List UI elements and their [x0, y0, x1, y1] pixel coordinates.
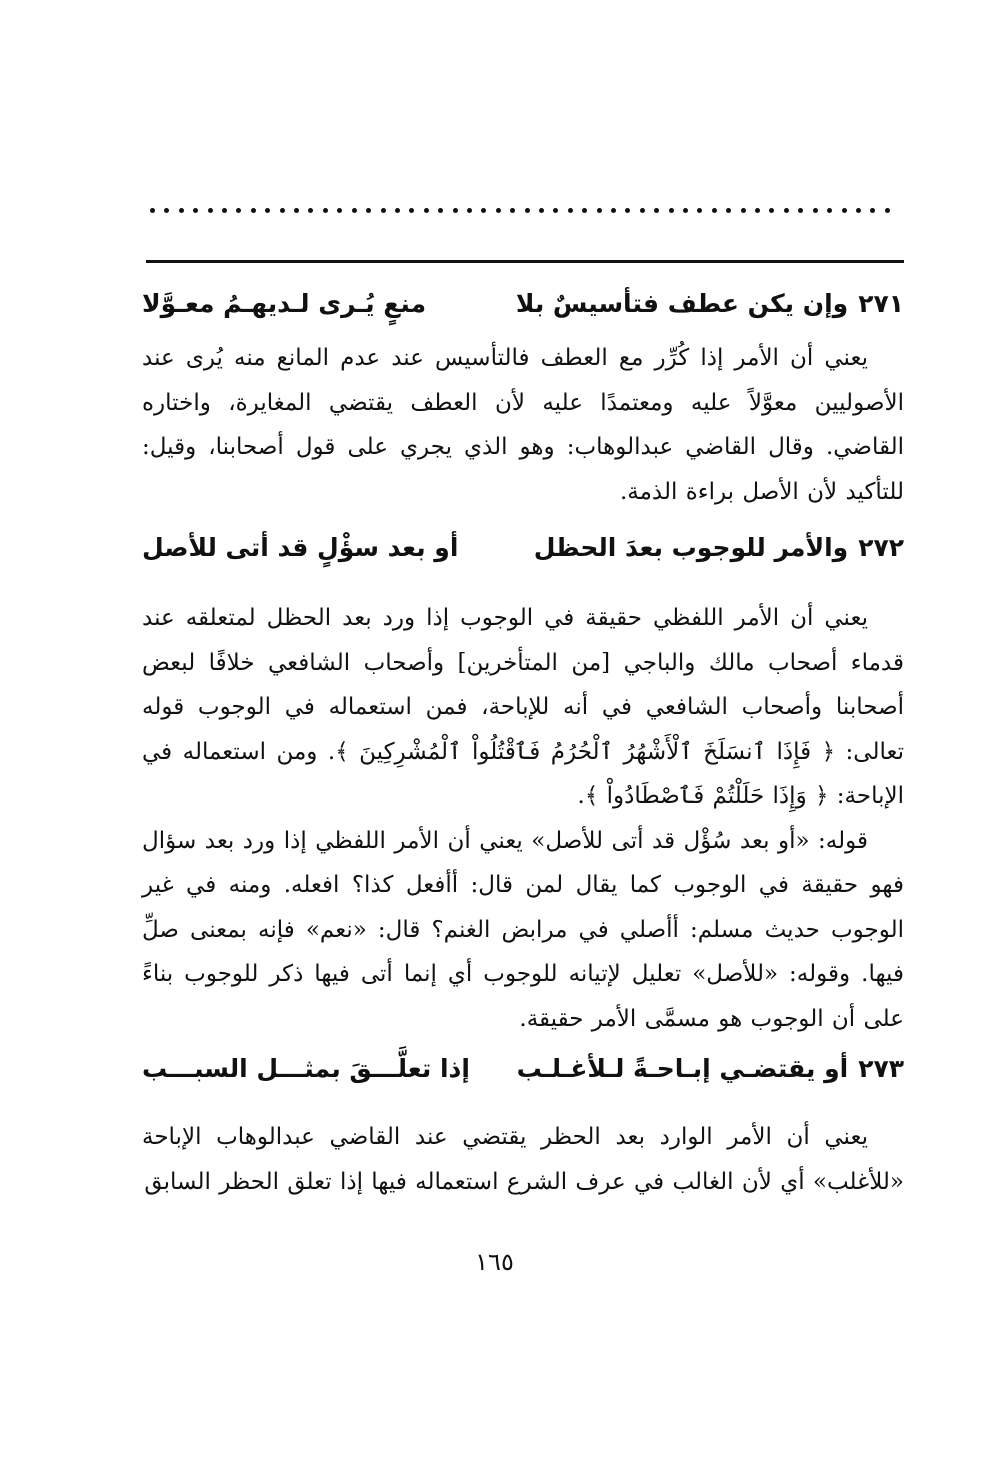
page-number: ١٦٥ [475, 1248, 514, 1276]
verse-hemistich-first: أو يقتضـي إبـاحـةً لـلأغـلـب [516, 1054, 849, 1083]
verse-number: ٢٧٢ [858, 533, 904, 562]
commentary-paragraph: يعني أن الأمر إذا كُرِّر مع العطف فالتأسيس عند عدم المانع منه يُرى عند الأصوليين معوَّلاً عليه ومعتمدًا عليه لأن العطف يقتضي المغايرة، واختاره القاضي. وقال القاضي عبدالوهاب: وهو الذي يجري على قول أصحابنا، وقيل: للتأكيد لأن الأصل براءة الذمة. [142, 345, 904, 505]
header-rule [146, 260, 904, 263]
verse-number: ٢٧١ [858, 289, 904, 318]
verse-line [142, 276, 904, 332]
commentary-paragraph: يعني أن الأمر الوارد بعد الحظر يقتضي عند القاضي عبدالوهاب الإباحة «للأغلب» أي لأن الغالب في عرف الشرع استعماله فيها إذا تعلق الحظر السابق [142, 1124, 904, 1195]
verse-number: ٢٧٣ [858, 1054, 904, 1083]
dotted-separator [150, 202, 890, 218]
commentary-paragraph: قوله: «أو بعد سُؤْل قد أتى للأصل» يعني أن الأمر اللفظي إذا ورد بعد سؤال فهو حقيقة في الوجوب كما يقال لمن قال: أأفعل كذا؟ افعله. ومنه في غير الوجوب حديث مسلم: أأصلي في مرابض الغنم؟ قال: «نعم» فإنه بمعنى صلِّ فيها. وقوله: «للأصل» تعليل لإتيانه للوجوب أي إنما أتى فيها ذكر للوجوب بناءً على أن الوجوب هو مسمَّى الأمر حقيقة. [142, 827, 904, 1032]
verse-hemistich-second: إذا تعلَّـــقَ بمثـــل السبـــب [142, 1054, 470, 1083]
verse-hemistich-first: وإن يكن عطف فتأسيسٌ بلا [515, 289, 849, 318]
verse-hemistich-second: منعٍ يُـرى لـديهـمُ معـوَّلا [142, 289, 427, 318]
verse-hemistich-second: أو بعد سؤْلٍ قد أتى للأصل [142, 533, 459, 562]
page-body [142, 276, 904, 1204]
commentary-paragraph: يعني أن الأمر اللفظي حقيقة في الوجوب إذا ورد بعد الحظل لمتعلقه عند قدماء أصحاب مالك والباجي [من المتأخرين] وأصحاب الشافعي خلافًا لبعض أصحابنا وأصحاب الشافعي في أنه للإباحة، فمن استعماله في الوجوب قوله تعالى: ﴿ فَإِذَا ٱنسَلَخَ ٱلْأَشْهُرُ ٱلْحُرُمُ فَٱقْتُلُواْ ٱلْمُشْرِكِينَ ﴾. ومن استعماله في الإباحة: ﴿ وَإِذَا حَلَلْتُمْ فَٱصْطَادُواْ ﴾. [142, 605, 904, 809]
verse-line [142, 1041, 904, 1097]
verse-hemistich-first: والأمر للوجوب بعدَ الحظل [533, 533, 849, 562]
verse-line [142, 520, 904, 576]
